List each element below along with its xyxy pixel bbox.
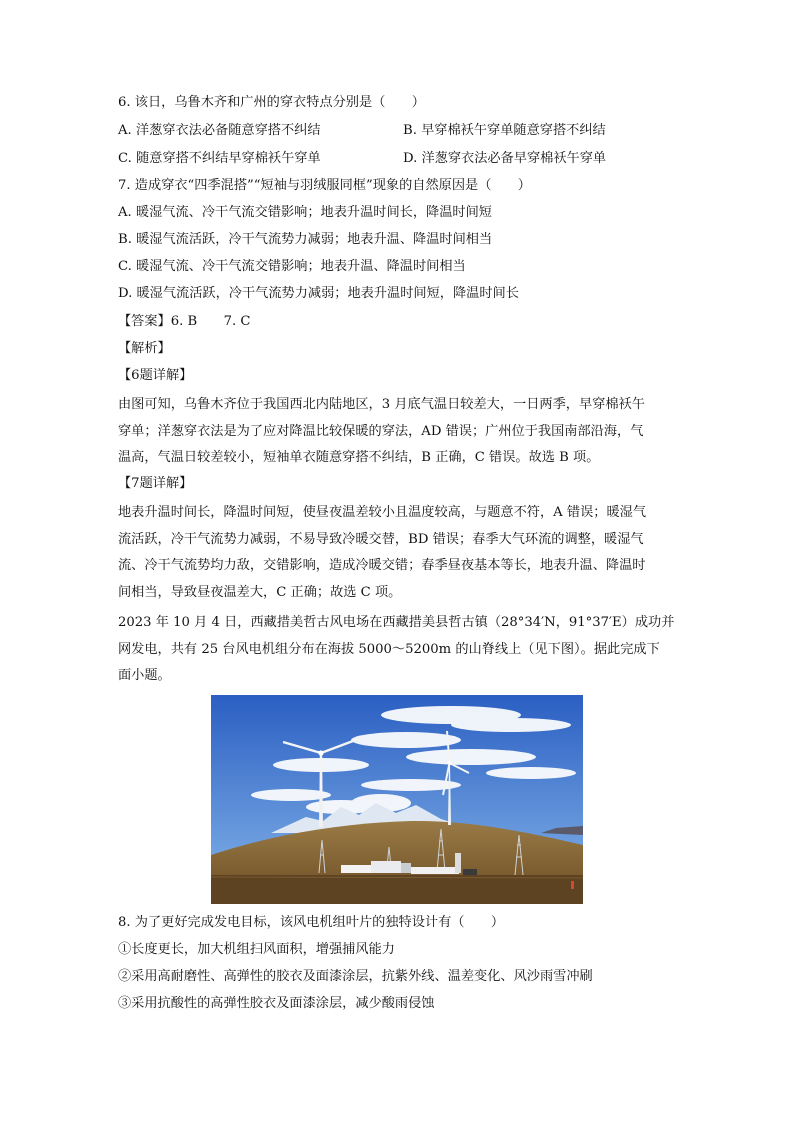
q7-option-a: A. 暖湿气流、冷干气流交错影响；地表升温时间长，降温时间短 [118, 205, 492, 220]
intro-line: 网发电，共有 25 台风电机组分布在海拔 5000～5200m 的山脊线上（见下图）。据此完成下 [118, 641, 660, 657]
q7-option-b: B. 暖湿气流活跃，冷干气流势力减弱；地表升温、降温时间相当 [118, 232, 493, 247]
q7-stem: 7. 造成穿衣“四季混搭”“短袖与羽绒服同框”现象的自然原因是（ ） [118, 178, 531, 193]
q6-option-c: C. 随意穿搭不纠结早穿棉袄午穿单 [118, 151, 321, 166]
q8-stem: 8. 为了更好完成发电目标，该风电机组叶片的独特设计有（ ） [118, 915, 505, 930]
q6-detail-line: 温高，气温日较差较小，短袖单衣随意穿搭不纠结，B 正确，C 错误。故选 B 项。 [118, 450, 600, 466]
intro-line: 2023 年 10 月 4 日，西藏措美哲古风电场在西藏措美县哲古镇（28°34′N，91°37′E）成功并 [118, 615, 675, 630]
q7-detail-line: 流、冷干气流势均力敌，交错影响，造成冷暖交错；春季昼夜基本等长，地表升温、降温时 [118, 558, 646, 574]
q8-item-2: ②采用高耐磨性、高弹性的胶衣及面漆涂层，抗紫外线、温差变化、风沙雨雪冲刷 [118, 969, 593, 984]
q6-detail-line: 穿单；洋葱穿衣法是为了应对降温比较保暖的穿法，AD 错误；广州位于我国南部沿海，气 [118, 423, 644, 439]
q6-detail-line: 由图可知，乌鲁木齐位于我国西北内陆地区，3 月底气温日较差大，一日两季，早穿棉袄午 [118, 397, 645, 412]
q6-detail-heading: 【6题详解】 [118, 368, 193, 383]
q7-detail-line: 地表升温时间长，降温时间短，使昼夜温差较小且温度较高，与题意不符，A 错误；暖湿气 [118, 505, 647, 520]
q8-item-3: ③采用抗酸性的高弹性胶衣及面漆涂层，减少酸雨侵蚀 [118, 996, 435, 1011]
q7-option-c: C. 暖湿气流、冷干气流交错影响；地表升温、降温时间相当 [118, 259, 466, 274]
q7-detail-line: 间相当，导致昼夜温差大，C 正确；故选 C 项。 [118, 584, 402, 600]
q6-option-d: D. 洋葱穿衣法必备早穿棉袄午穿单 [403, 151, 607, 166]
q6-option-b: B. 早穿棉袄午穿单随意穿搭不纠结 [403, 123, 606, 138]
q8-item-1: ①长度更长，加大机组扫风面积，增强捕风能力 [118, 942, 395, 957]
q7-detail-heading: 【7题详解】 [118, 476, 193, 491]
foreground-ground [211, 875, 583, 904]
q6-stem: 6. 该日，乌鲁木齐和广州的穿衣特点分别是（ ） [118, 95, 425, 110]
answer-line: 【答案】6. B 7. C [118, 314, 251, 329]
intro-line: 面小题。 [118, 668, 171, 684]
q6-option-a: A. 洋葱穿衣法必备随意穿搭不纠结 [118, 123, 321, 138]
q7-detail-paragraph [118, 500, 678, 606]
analysis-heading: 【解析】 [118, 341, 171, 356]
q6-detail-paragraph [118, 392, 678, 472]
intro-paragraph [118, 610, 678, 690]
q7-option-d: D. 暖湿气流活跃，冷干气流势力减弱；地表升温时间短，降温时间长 [118, 286, 519, 301]
q7-detail-line: 流活跃，冷干气流势力减弱，不易导致冷暖交替，BD 错误；春季大气环流的调整，暖湿气 [118, 531, 644, 547]
wind-farm-photo [211, 695, 583, 904]
